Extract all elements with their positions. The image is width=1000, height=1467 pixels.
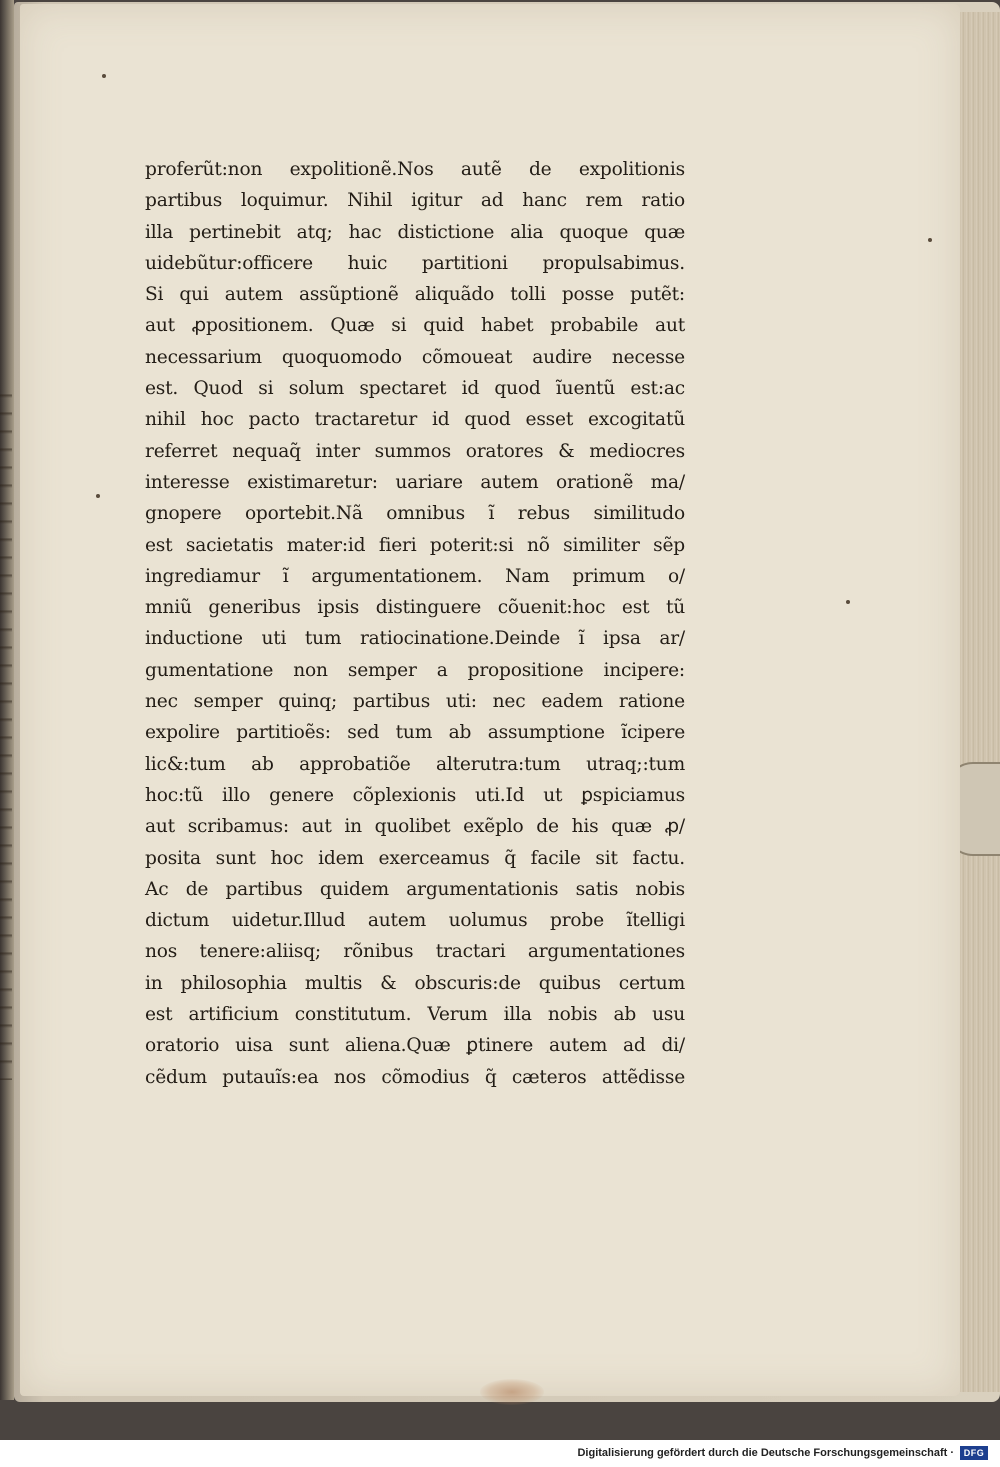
text-line: ingrediamur ĩ argumentationem. Nam primum o/ [145, 565, 685, 587]
text-line: aut ꝓpositionem. Quæ si quid habet probabile aut [145, 315, 685, 337]
text-line: inductione uti tum ratiocinatione.Deinde ĩ ipsa ar/ [145, 628, 685, 650]
text-line: Ac de partibus quidem argumentationis satis nobis [145, 878, 685, 900]
text-line: dictum uidetur.Illud autem uolumus probe ĩtelligi [145, 910, 685, 932]
text-line: oratorio uisa sunt aliena.Quæ ꝑtinere autem ad di/ [145, 1035, 685, 1057]
text-line: mniũ generibus ipsis distinguere cõuenit:hoc est tũ [145, 597, 685, 619]
dfg-logo-icon: DFG [960, 1446, 988, 1460]
text-line: referret nequaq̃ inter summos oratores & mediocres [145, 440, 685, 462]
text-line: interesse existimaretur: uariare autem orationẽ ma/ [145, 471, 685, 493]
text-line: nos tenere:aliisq; rõnibus tractari argumentationes [145, 941, 685, 963]
text-line: cẽdum putauĩs:ea nos cõmodius q̃ cæteros attẽdisse [145, 1066, 685, 1088]
paper-speck [96, 494, 100, 498]
text-line: uidebũtur:officere huic partitioni propulsabimus. [145, 252, 685, 274]
text-line: necessarium quoquomodo cõmoueat audire necesse [145, 346, 685, 368]
text-line: posita sunt hoc idem exerceamus q̃ facile sit factu. [145, 847, 685, 869]
text-line: est sacietatis mater:id fieri poterit:si nõ similiter sẽp [145, 534, 685, 556]
text-block [145, 154, 685, 1093]
funding-credit: Digitalisierung gefördert durch die Deutsche Forschungsgemeinschaft · [577, 1447, 954, 1459]
text-line: hoc:tũ illo genere cõplexionis uti.Id ut ꝑspiciamus [145, 784, 685, 806]
paper-speck [102, 74, 106, 78]
paper-stain [480, 1379, 544, 1405]
paper-speck [846, 600, 850, 604]
text-line: partibus loquimur. Nihil igitur ad hanc rem ratio [145, 190, 685, 212]
text-line: illa pertinebit atq; hac distictione alia quoque quæ [145, 221, 685, 243]
paper-speck [928, 238, 932, 242]
book-page [20, 4, 960, 1396]
page-edges [960, 12, 1000, 1392]
text-line: est artificium constitutum. Verum illa nobis ab usu [145, 1004, 685, 1026]
facing-page-text-fragments [0, 380, 12, 1080]
text-line: in philosophia multis & obscuris:de quibus certum [145, 972, 685, 994]
text-line: nihil hoc pacto tractaretur id quod esset excogitatũ [145, 409, 685, 431]
text-line: nec semper quinq; partibus uti: nec eadem ratione [145, 691, 685, 713]
text-line: aut scribamus: aut in quolibet exẽplo de his quæ ꝓ/ [145, 816, 685, 838]
text-line: gumentatione non semper a propositione incipere: [145, 659, 685, 681]
text-line: Si qui autem assũptionẽ aliquãdo tolli posse putẽt: [145, 284, 685, 306]
text-line: gnopere oportebit.Nã omnibus ĩ rebus similitudo [145, 503, 685, 525]
text-line: expolire partitioẽs: sed tum ab assumptione ĩcipere [145, 722, 685, 744]
text-line: est. Quod si solum spectaret id quod ĩuentũ est:ac [145, 378, 685, 400]
text-line: lic&:tum ab approbatiõe alterutra:tum utraq;:tum [145, 753, 685, 775]
facing-page-edge [0, 0, 14, 1400]
text-line: proferũt:non expolitionẽ.Nos autẽ de expolitionis [145, 159, 685, 180]
